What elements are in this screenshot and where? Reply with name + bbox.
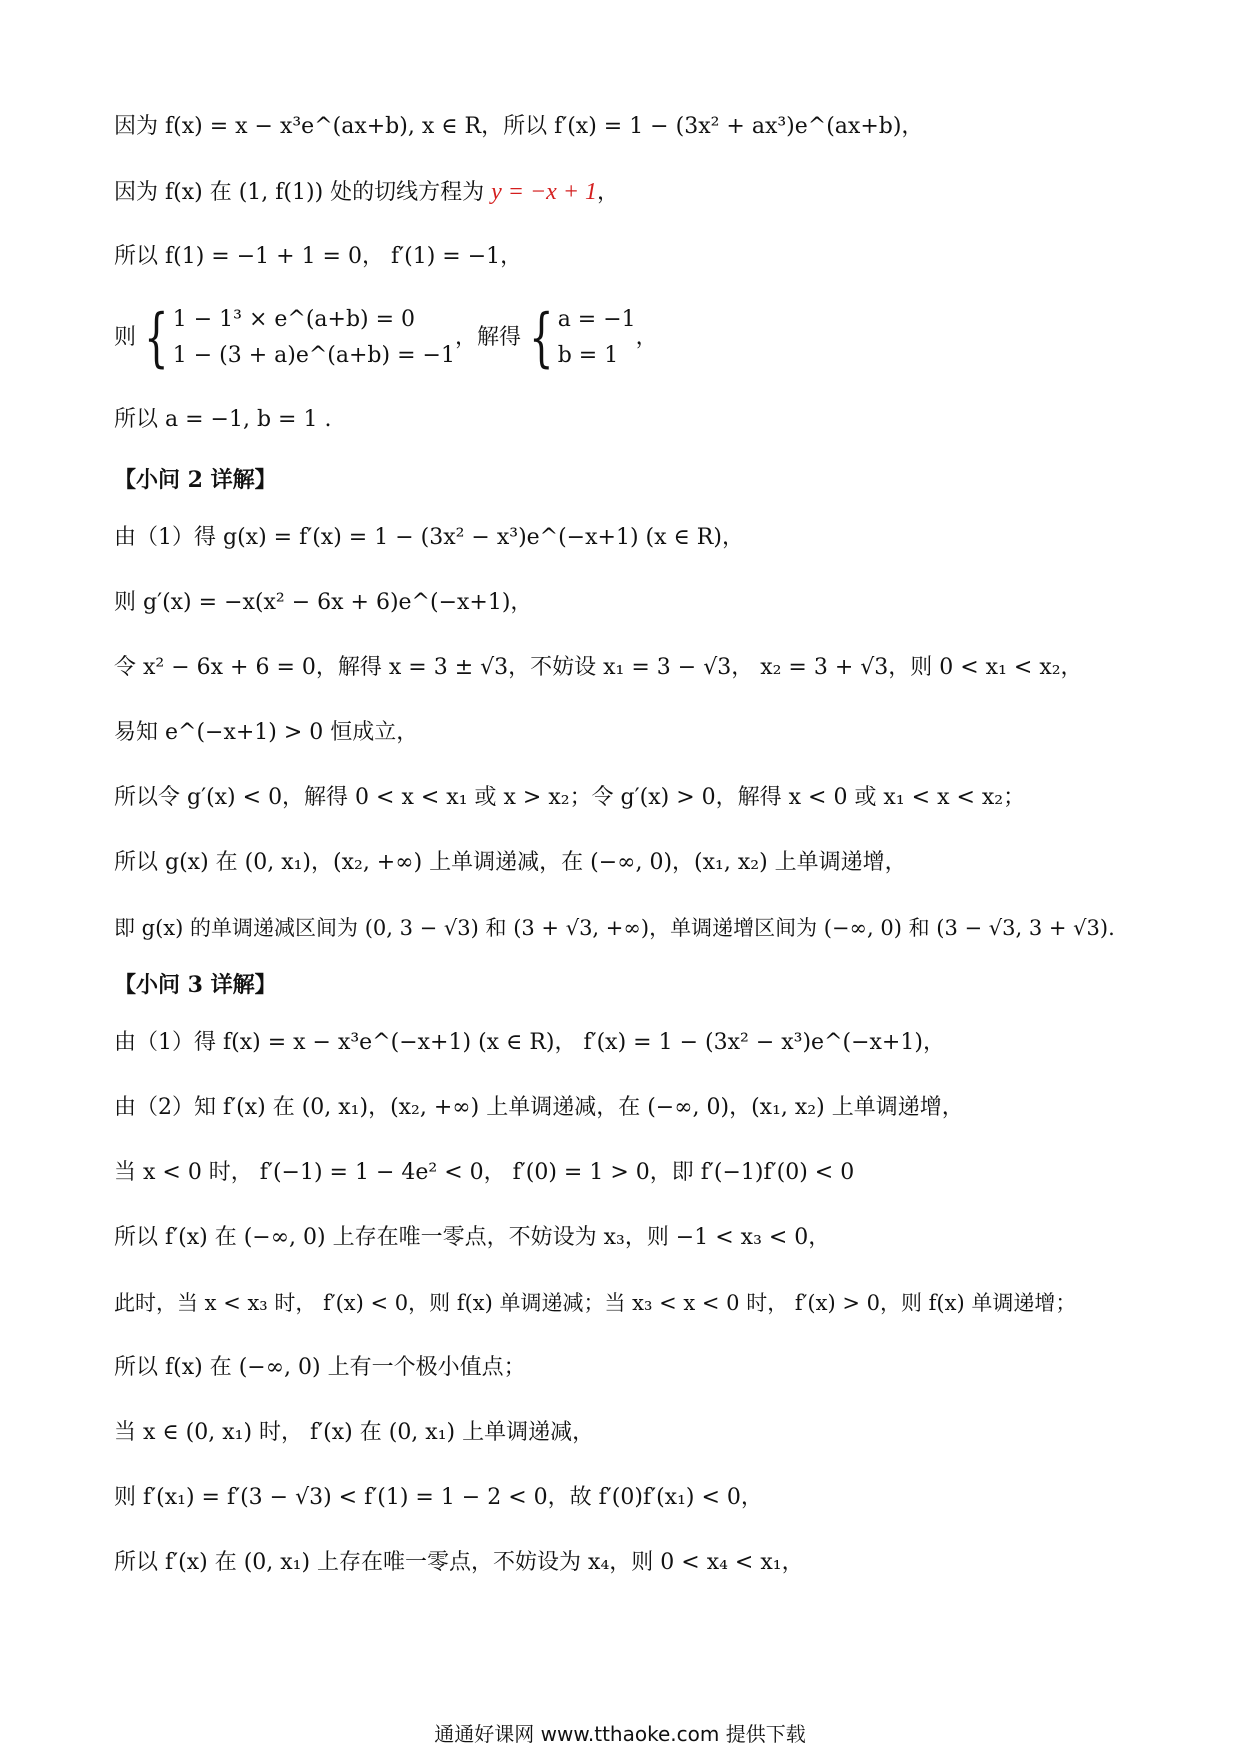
text-line-20: 则 f′(x₁) = f′(3 − √3) < f′(1) = 1 − 2 < 0，故 f′(0)f′(x₁) < 0，: [114, 1485, 763, 1510]
text-line-2-a: 因为 f(x) 在 (1, f(1)) 处的切线方程为: [114, 180, 492, 205]
text-line-5: 所以 a = −1, b = 1 .: [114, 407, 332, 432]
system-2-eq-1: a = −1: [557, 307, 636, 332]
text-line-18: 所以 f(x) 在 (−∞, 0) 上有一个极小值点；: [114, 1355, 526, 1380]
equation-system-line: [114, 302, 658, 374]
page-footer: 通通好课网 www.tthaoke.com 提供下载: [434, 1722, 806, 1746]
text-line-2-c: ，: [597, 180, 620, 205]
tangent-equation: y = −x + 1: [491, 179, 598, 205]
text-line-12: 即 g(x) 的单调递减区间为 (0, 3 − √3) 和 (3 + √3, +∞)，单调递增区间为 (−∞, 0) 和 (3 − √3, 3 + √3).: [114, 916, 1115, 940]
text-line-10: 所以令 g′(x) < 0，解得 0 < x < x₁ 或 x > x₂；令 g′(x) > 0，解得 x < 0 或 x₁ < x < x₂；: [114, 785, 1026, 810]
left-brace: {: [144, 301, 169, 375]
text-line-6: 由（1）得 g(x) = f′(x) = 1 − (3x² − x³)e^(−x+1) (x ∈ R)，: [114, 525, 744, 550]
system-mid: ，解得: [454, 325, 521, 350]
section-heading-3: 【小问 3 详解】: [114, 972, 277, 998]
left-brace-2: {: [529, 301, 554, 375]
text-line-9: 易知 e^(−x+1) > 0 恒成立，: [114, 720, 419, 745]
equation-system-2: [558, 302, 636, 374]
system-prefix: 则: [114, 325, 137, 350]
text-line-17: 此时，当 x < x₃ 时， f′(x) < 0，则 f(x) 单调递减；当 x₃ < x < 0 时， f′(x) > 0，则 f(x) 单调递增；: [114, 1291, 1077, 1315]
section-heading-2: 【小问 2 详解】: [114, 467, 277, 493]
text-line-14: 由（2）知 f′(x) 在 (0, x₁)，(x₂, +∞) 上单调递减，在 (−∞, 0)，(x₁, x₂) 上单调递增，: [114, 1095, 964, 1120]
system-1-eq-2: 1 − (3 + a)e^(a+b) = −1: [172, 343, 455, 368]
text-line-7: 则 g′(x) = −x(x² − 6x + 6)e^(−x+1)，: [114, 590, 533, 615]
system-2-eq-2: b = 1: [557, 343, 619, 368]
text-line-8: 令 x² − 6x + 6 = 0，解得 x = 3 ± √3，不妨设 x₁ = 3 − √3， x₂ = 3 + √3，则 0 < x₁ < x₂，: [114, 655, 1083, 680]
text-line-1: 因为 f(x) = x − x³e^(ax+b), x ∈ R，所以 f′(x) = 1 − (3x² + ax³)e^(ax+b)，: [114, 114, 924, 139]
text-line-2: [114, 177, 619, 208]
text-line-13: 由（1）得 f(x) = x − x³e^(−x+1) (x ∈ R)， f′(x) = 1 − (3x² − x³)e^(−x+1)，: [114, 1030, 945, 1055]
text-line-16: 所以 f′(x) 在 (−∞, 0) 上存在唯一零点，不妨设为 x₃，则 −1 < x₃ < 0，: [114, 1225, 831, 1250]
text-line-11: 所以 g(x) 在 (0, x₁)，(x₂, +∞) 上单调递减，在 (−∞, 0)，(x₁, x₂) 上单调递增，: [114, 850, 907, 875]
text-line-15: 当 x < 0 时， f′(−1) = 1 − 4e² < 0， f′(0) = 1 > 0，即 f′(−1)f′(0) < 0: [114, 1160, 855, 1185]
text-line-21: 所以 f′(x) 在 (0, x₁) 上存在唯一零点，不妨设为 x₄，则 0 < x₄ < x₁，: [114, 1550, 804, 1575]
text-line-19: 当 x ∈ (0, x₁) 时， f′(x) 在 (0, x₁) 上单调递减，: [114, 1420, 595, 1445]
equation-system-1: [173, 302, 455, 374]
text-line-3: 所以 f(1) = −1 + 1 = 0， f′(1) = −1，: [114, 244, 523, 269]
system-1-eq-1: 1 − 1³ × e^(a+b) = 0: [172, 307, 416, 332]
system-post: ，: [635, 325, 658, 350]
